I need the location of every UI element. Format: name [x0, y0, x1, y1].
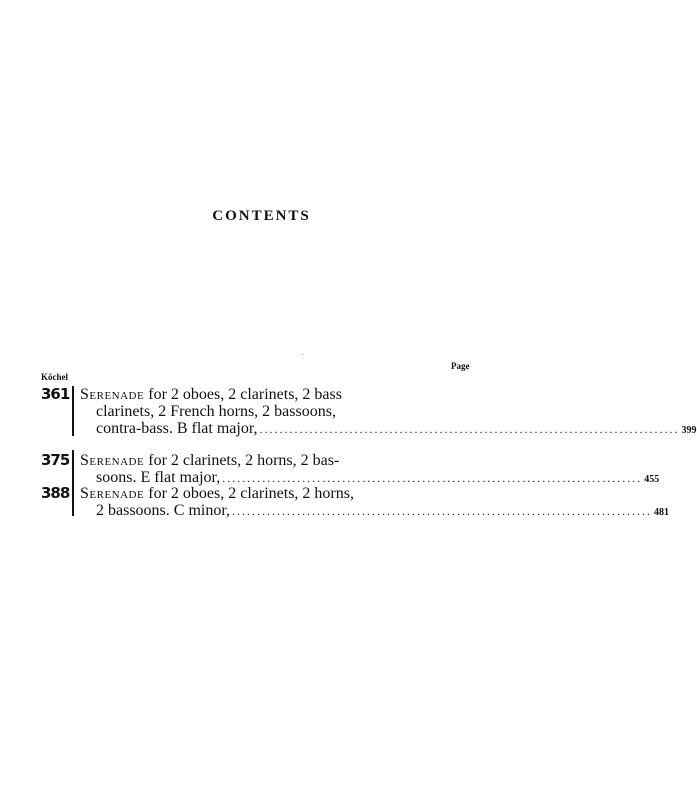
kochel-number: 388 [41, 484, 70, 502]
work-type: Serenade [80, 452, 145, 469]
entry-text: 2 bassoons. C minor, [96, 502, 231, 519]
entry-text: contra-bass. B flat major, [96, 420, 258, 437]
entry-line [80, 386, 342, 403]
contents-heading: CONTENTS [212, 208, 311, 224]
dot-leader: .................................................................................... [259, 422, 680, 436]
dot-leader: .................................................................................... [222, 471, 643, 485]
page-number: 399 [681, 425, 697, 436]
work-type: Serenade [80, 485, 145, 502]
dot-leader: .................................................................................... [232, 504, 653, 518]
entry-line [80, 452, 339, 469]
entry-line: clarinets, 2 French horns, 2 bassoons, [96, 403, 336, 420]
work-type: Serenade [80, 386, 145, 403]
entry-text: for 2 clarinets, 2 horns, 2 bas- [144, 452, 340, 469]
page-number: 481 [654, 507, 670, 518]
print-speck [302, 354, 303, 355]
entry-leader-line [96, 502, 670, 521]
column-rule [72, 450, 74, 516]
kochel-column-label: Köchel [41, 372, 68, 382]
kochel-number: 361 [41, 385, 70, 403]
entry-text: for 2 oboes, 2 clarinets, 2 bass [144, 386, 342, 403]
entry-leader-line [96, 420, 697, 439]
kochel-number: 375 [41, 451, 70, 469]
entry-text: for 2 oboes, 2 clarinets, 2 horns, [144, 485, 354, 502]
entry-text: soons. E flat major, [96, 469, 221, 486]
column-rule [72, 386, 74, 436]
entry-line [80, 485, 354, 502]
page-column-label: Page [451, 361, 470, 371]
page-number: 455 [644, 474, 660, 485]
